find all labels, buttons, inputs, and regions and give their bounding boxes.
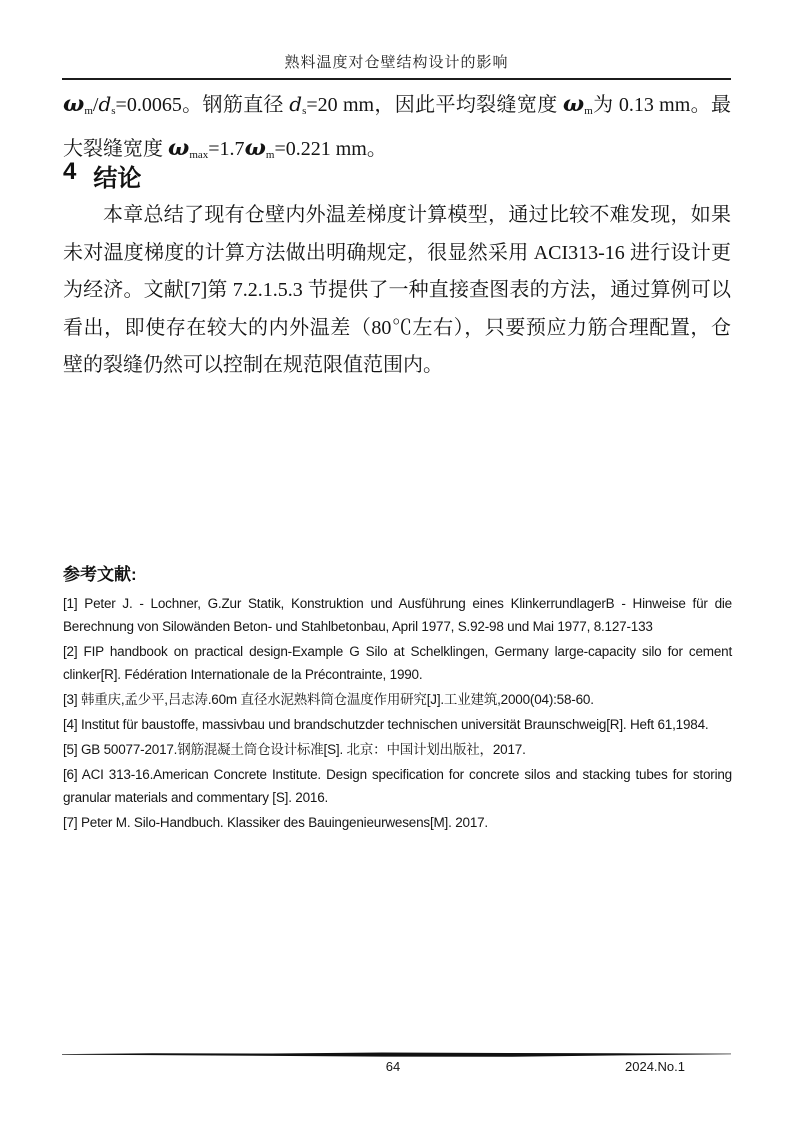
subscript: max	[189, 149, 209, 162]
crack-width-formula-paragraph	[63, 86, 731, 174]
omega-symbol: ω	[562, 91, 585, 117]
reference-item: [6] ACI 313-16.American Concrete Institute. Design specification for concrete silos and stacking tubes for storing granular materials and commentary [S]. 2016.	[63, 767, 732, 805]
references-section	[63, 560, 732, 836]
d-symbol: d	[98, 92, 112, 116]
formula-text: =0.221 mm。	[274, 138, 387, 161]
subscript: s	[302, 105, 307, 118]
subscript: m	[584, 105, 593, 118]
subscript: m	[265, 149, 275, 162]
reference-item: [1] Peter J. - Lochner, G.Zur Statik, Konstruktion und Ausführung eines KlinkerrundlagerB - Hinweise für die Berechnung von Silowänden Beton- und Stahlbetonbau, April 1977, S.92-98 und Mai 1977, 8.127-133	[63, 596, 732, 634]
conclusion-paragraph: 本章总结了现有仓壁内外温差梯度计算模型，通过比较不难发现，如果未对温度梯度的计算方法做出明确规定，很显然采用 ACI313-16 进行设计更为经济。文献[7]第 7.2.1.5.3 节提供了一种直接查图表的方法，通过算例可以看出，即使存在较大的内外温差（80℃左右），只要预应力筋合理配置，仓壁的裂缝仍然可以控制在规范限值范围内。	[63, 204, 731, 376]
formula-text: 为 0.13 mm。最大裂缝宽度	[63, 94, 731, 161]
references-heading: 参考文献:	[63, 565, 137, 584]
reference-item: [3] 韩重庆,孟少平,吕志涛.60m 直径水泥熟料筒仓温度作用研究[J].工业建筑,2000(04):58-60.	[63, 692, 594, 707]
section-title: 结论	[93, 165, 142, 192]
footer-rule	[62, 1052, 731, 1058]
formula-text: /	[92, 94, 99, 116]
omega-symbol: ω	[168, 135, 190, 162]
section-number: 4	[63, 158, 77, 185]
d-symbol: d	[289, 92, 303, 116]
subscript: s	[111, 105, 116, 118]
reference-item: [7] Peter M. Silo-Handbuch. Klassiker des Bauingenieurwesens[M]. 2017.	[63, 815, 488, 830]
subscript: m	[84, 105, 93, 118]
reference-item: [2] FIP handbook on practical design-Example G Silo at Schelklingen, Germany large-capacity silo for cement clinker[R]. Fédération Internationale de la Précontrainte, 1990.	[63, 644, 732, 682]
formula-text: =0.0065。钢筋直径	[115, 94, 290, 116]
footer-issue-label: 2024.No.1	[625, 1059, 685, 1074]
formula-text: =1.7	[208, 138, 245, 161]
reference-item: [4] Institut für baustoffe, massivbau und brandschutzder technischen universität Braunschweig[R]. Heft 61,1984.	[63, 717, 709, 732]
running-header-title: 熟料温度对仓壁结构设计的影响	[284, 55, 509, 71]
section-heading	[63, 158, 141, 193]
header-rule	[62, 78, 731, 80]
omega-symbol: ω	[244, 135, 266, 162]
footer-page-number: 64	[385, 1059, 401, 1074]
reference-item: [5] GB 50077-2017.钢筋混凝土筒仓设计标准[S]. 北京：中国计划出版社，2017.	[63, 742, 526, 757]
omega-symbol: ω	[63, 91, 85, 117]
formula-text: =20 mm，因此平均裂缝宽度	[306, 94, 563, 116]
